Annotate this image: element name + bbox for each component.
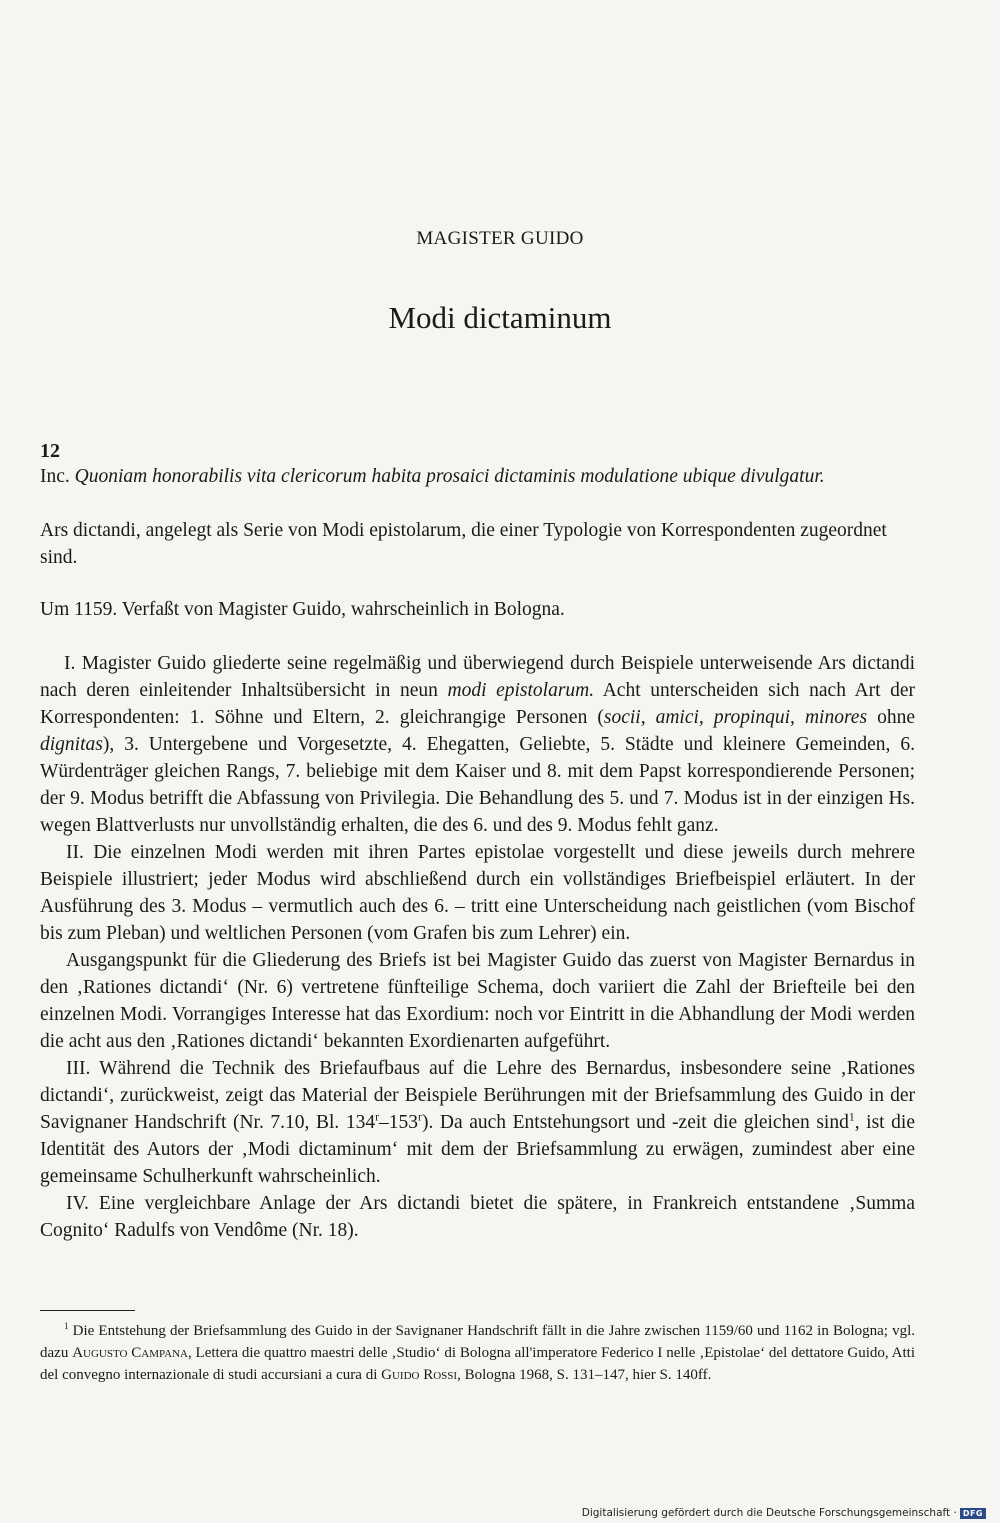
section-1-text-b: Acht unterscheiden sich nach Art der Korrespondenten: 1. Söhne und Eltern, 2. gleichrangige Personen ( xyxy=(40,680,916,728)
entry-description: Ars dictandi, angelegt als Serie von Modi epistolarum, die einer Typologie von Korrespondenten zugeordnet sind. xyxy=(40,520,887,568)
section-3-text-d: , ist die Identität des Autors der ‚Modi dictaminum‘ mit dem der Briefsammlung zu erwägen, zumindest aber eine gemeinsame Schulherkunft wahrscheinlich. xyxy=(40,1112,915,1187)
entry-number: 12 xyxy=(40,440,60,462)
dfg-logo: DFG xyxy=(960,1508,986,1519)
footnote-text-c: , Bologna 1968, S. 131–147, hier S. 140ff. xyxy=(457,1367,712,1383)
footnote-divider xyxy=(40,1310,135,1311)
section-1-italic-3: dignitas xyxy=(40,734,103,755)
banner-text: Digitalisierung gefördert durch die Deutsche Forschungsgemeinschaft · xyxy=(581,1507,957,1519)
section-1-text-d: ), 3. Untergebene und Vorgesetzte, 4. Ehegatten, Geliebte, 5. Städte und kleinere Gemeinden, 6. Würdenträger gleichen Rangs, 7. beliebige mit dem Kaiser und 8. mit dem Papst korrespondierende Personen; der 9. Modus betrifft die Abfassung von Privilegia. Die Behandlung des 5. und 7. Modus ist in der einzigen Hs. wegen Blattverlusts nur unvollständig erhalten, die des 6. und des 9. Modus fehlt ganz. xyxy=(40,734,915,836)
incipit-line xyxy=(40,463,915,490)
section-1 xyxy=(40,650,915,839)
footnote-author-2: Guido Rossi xyxy=(381,1367,458,1383)
footnote-marker: 1 xyxy=(64,1321,69,1331)
section-4: IV. Eine vergleichbare Anlage der Ars dictandi bietet die spätere, in Frankreich entstandene ‚Summa Cognito‘ Radulfs von Vendôme (Nr. 18). xyxy=(40,1193,915,1241)
footnote xyxy=(40,1320,915,1386)
author-heading: MAGISTER GUIDO xyxy=(416,228,584,249)
footnote-author-1: Augusto Campana xyxy=(72,1345,188,1361)
section-2b: Ausgangspunkt für die Gliederung des Briefs ist bei Magister Guido das zuerst von Magister Bernardus in den ‚Rationes dictandi‘ (Nr. 6) vertretene fünfteilige Schema, doch variiert die Zahl der Briefteile bei den einzelnen Modi. Vorrangiges Interesse hat das Exordium: noch vor Eintritt in die Abhandlung der Modi werden die acht aus den ‚Rationes dictandi‘ bekannten Exordienarten aufgeführt. xyxy=(40,950,915,1052)
section-3-sup-2: r xyxy=(418,1110,422,1124)
footnote-ref: 1 xyxy=(848,1110,855,1124)
digitization-banner xyxy=(582,1507,986,1519)
section-3-text-a: III. Während die Technik des Briefaufbaus auf die Lehre des Bernardus, insbesondere seine ‚Rationes dictandi‘, zurückweist, zeigt das Material der Beispiele Berührungen mit der Briefsammlung des Guido in der Savignaner Handschrift (Nr. 7.10, Bl. 134 xyxy=(40,1058,915,1133)
section-1-text-a: I. Magister Guido gliederte seine regelmäßig und überwiegend durch Beispiele unterweisende Ars dictandi nach deren einleitender Inhaltsübersicht in neun xyxy=(40,653,915,701)
section-3-text-b: –153 xyxy=(379,1112,419,1133)
commentary xyxy=(40,650,915,1244)
section-3-text-c: ). Da auch Entstehungsort und -zeit die gleichen sind xyxy=(421,1112,849,1133)
section-1-italic-1: modi epistolarum. xyxy=(447,680,595,701)
incipit-label: Inc. xyxy=(40,466,70,487)
section-2: II. Die einzelnen Modi werden mit ihren Partes epistolae vorgestellt und diese jeweils durch mehrere Beispiele illustriert; jeder Modus wird abschließend durch ein vollständiges Briefbeispiel erläutert. In der Ausführung des 3. Modus – vermutlich auch des 6. – tritt eine Unterscheidung nach geistlichen (vom Bischof bis zum Pleban) und weltlichen Personen (vom Grafen bis zum Lehrer) ein. xyxy=(40,842,915,944)
incipit-text: Quoniam honorabilis vita clericorum habita prosaici dictaminis modulatione ubique divulgatur. xyxy=(74,466,825,487)
section-3-sup-1: r xyxy=(375,1110,380,1124)
section-1-italic-2: socii, amici, propinqui, minores xyxy=(603,707,868,728)
date-line: Um 1159. Verfaßt von Magister Guido, wahrscheinlich in Bologna. xyxy=(40,599,565,620)
footnote-text-b: , Lettera die quattro maestri delle ‚Studio‘ di Bologna all'imperatore Federico I nelle ‚Epistolae‘ del dettatore Guido, Atti del convegno internazionale di studi accursiani a cura di xyxy=(40,1345,916,1383)
section-1-text-c: ohne xyxy=(877,707,916,728)
section-3 xyxy=(40,1055,915,1190)
footnote-text-a: Die Entstehung der Briefsammlung des Guido in der Savignaner Handschrift fällt in die Jahre zwischen 1159/60 und 1162 in Bologna; vgl. dazu xyxy=(40,1323,916,1361)
work-title: Modi dictaminum xyxy=(388,300,612,335)
